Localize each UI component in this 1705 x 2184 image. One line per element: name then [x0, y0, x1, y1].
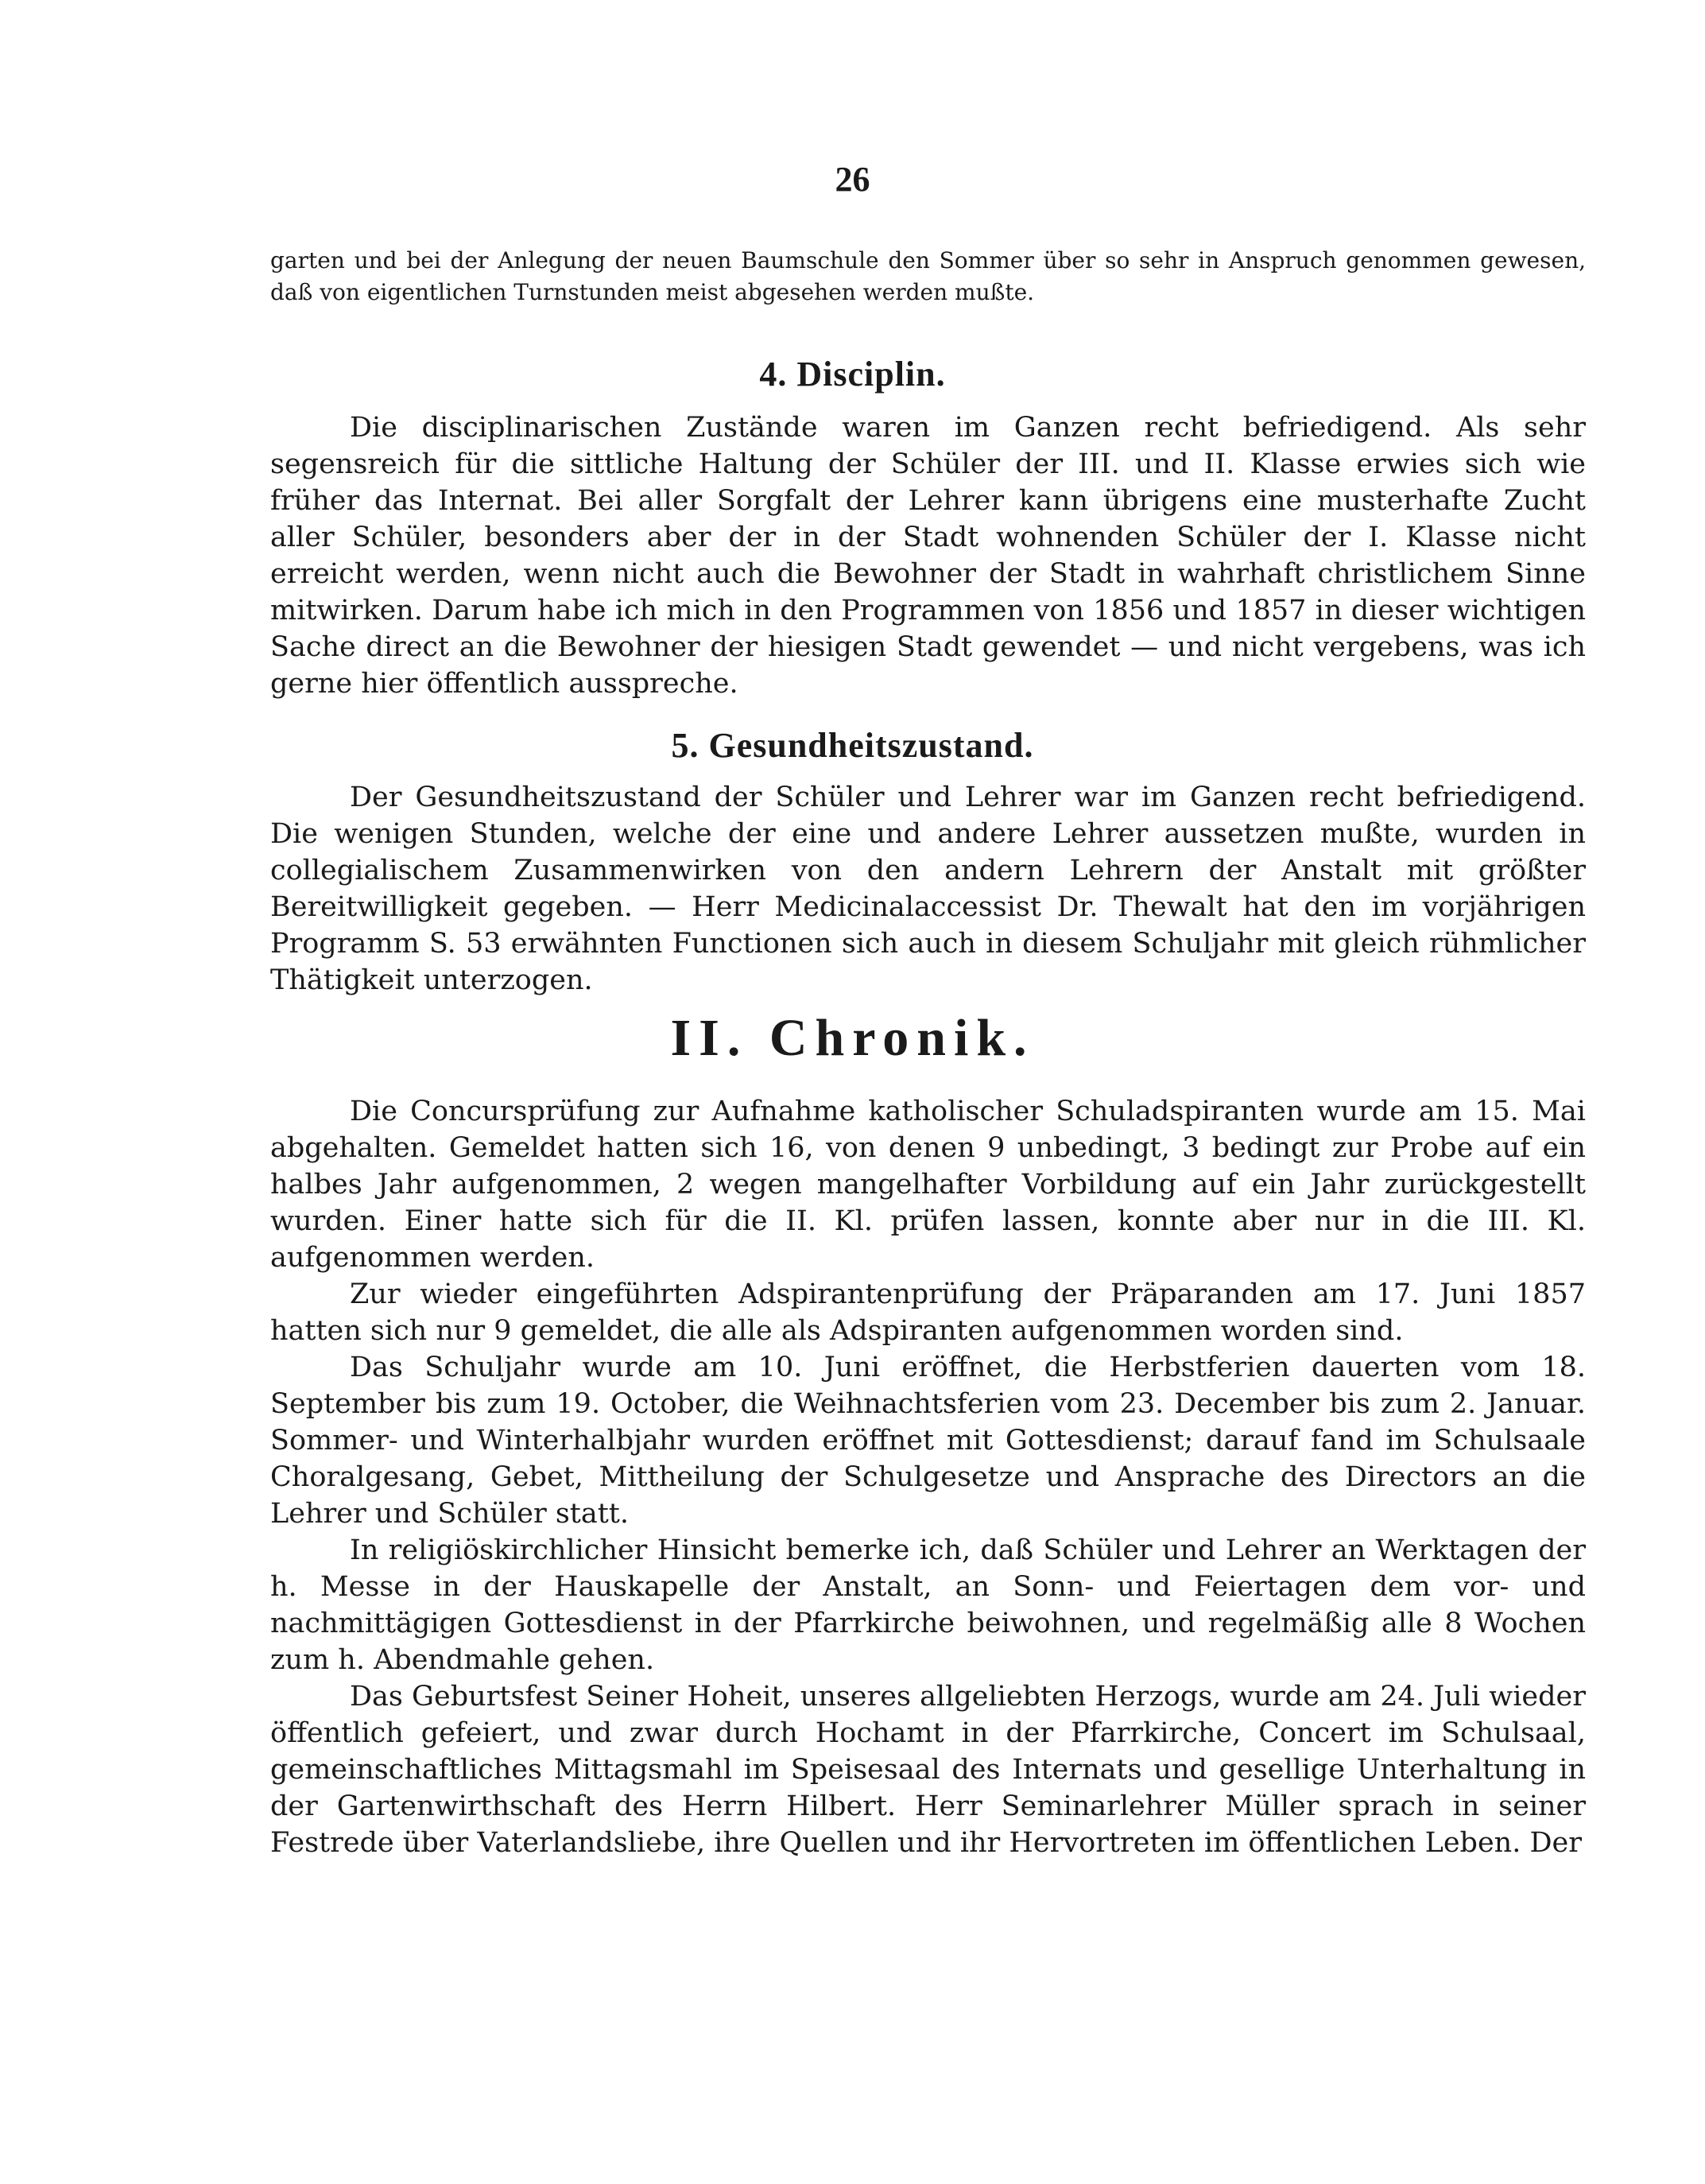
paragraph: Zur wieder eingeführten Adspirantenprüfung der Präparanden am 17. Juni 1857 hatten sich nur 9 gemeldet, die alle als Adspiranten aufgenommen worden sind. [270, 1278, 1586, 1347]
chapter-heading-chronik: II. Chronik. [670, 1009, 1035, 1067]
paragraph: Die disciplinarischen Zustände waren im Ganzen recht befriedigend. Als sehr segensreich für die sittliche Haltung der Schüler der III. und II. Klasse erwies sich wie früher das Internat. Bei aller Sorgfalt der Lehrer kann übrigens eine musterhafte Zucht aller Schüler, besonders aber der in der Stadt wohnenden Schüler der I. Klasse nicht erreicht werden, wenn nicht auch die Bewohner der Stadt in wahrhaft christlichem Sinne mitwirken. Darum habe ich mich in den Programmen von 1856 und 1857 in dieser wichtigen Sache direct an die Bewohner der hiesigen Stadt gewendet — und nicht vergebens, was ich gerne hier öffentlich ausspreche. [270, 412, 1586, 700]
paragraph: Die Concursprüfung zur Aufnahme katholischer Schuladspiranten wurde am 15. Mai abgehalten. Gemeldet hatten sich 16, von denen 9 unbedingt, 3 bedingt zur Probe auf ein halbes Jahr aufgenommen, 2 wegen mangelhafter Vorbildung auf ein Jahr zurückgestellt wurden. Einer hatte sich für die II. Kl. prüfen lassen, konnte aber nur in die III. Kl. aufgenommen werden. [270, 1096, 1586, 1274]
paragraph: In religiöskirchlicher Hinsicht bemerke ich, daß Schüler und Lehrer an Werktagen der h. Messe in der Hauskapelle der Anstalt, an Sonn- und Feiertagen dem vor- und nachmittägigen Gottesdienst in der Pfarrkirche beiwohnen, und regelmäßig alle 8 Wochen zum h. Abendmahle gehen. [270, 1534, 1586, 1676]
paragraph: Das Schuljahr wurde am 10. Juni eröffnet, die Herbstferien dauerten vom 18. September bis zum 19. October, die Weihnachtsferien vom 23. December bis zum 2. Januar. Sommer- und Winterhalbjahr wurden eröffnet mit Gottesdienst; darauf fand im Schulsaale Choralgesang, Gebet, Mittheilung der Schulgesetze und Ansprache des Directors an die Lehrer und Schüler statt. [270, 1352, 1586, 1530]
section-body-gesundheit [270, 779, 1586, 999]
section-heading-gesundheit: 5. Gesundheitszustand. [671, 726, 1034, 765]
section-body-chronik [270, 1093, 1586, 1861]
paragraph: Das Geburtsfest Seiner Hoheit, unseres allgeliebten Herzogs, wurde am 24. Juli wieder öffentlich gefeiert, und zwar durch Hochamt in der Pfarrkirche, Concert im Schulsaal, gemeinschaftliches Mittagsmahl im Speisesaal des Internats und gesellige Unterhaltung in der Gartenwirthschaft des Herrn Hilbert. Herr Seminarlehrer Müller sprach in seiner Festrede über Vaterlandsliebe, ihre Quellen und ihr Hervortreten im öffentlichen Leben. Der [270, 1681, 1586, 1859]
page-number: 26 [835, 160, 870, 199]
section-heading-disciplin: 4. Disciplin. [759, 355, 946, 394]
intro-paragraph: garten und bei der Anlegung der neuen Baumschule den Sommer über so sehr in Anspruch genommen gewesen, daß von eigentlichen Turnstunden meist abgesehen werden mußte. [270, 247, 1586, 305]
paragraph: Der Gesundheitszustand der Schüler und Lehrer war im Ganzen recht befriedigend. Die wenigen Stunden, welche der eine und andere Lehrer aussetzen mußte, wurden in collegialischem Zusammenwirken von den andern Lehrern der Anstalt mit größter Bereitwilligkeit gegeben. — Herr Medicinalaccessist Dr. Thewalt hat den im vorjährigen Programm S. 53 erwähnten Functionen sich auch in diesem Schuljahr mit gleich rühmlicher Thätigkeit unterzogen. [270, 782, 1586, 996]
section-body-disciplin [270, 409, 1586, 702]
